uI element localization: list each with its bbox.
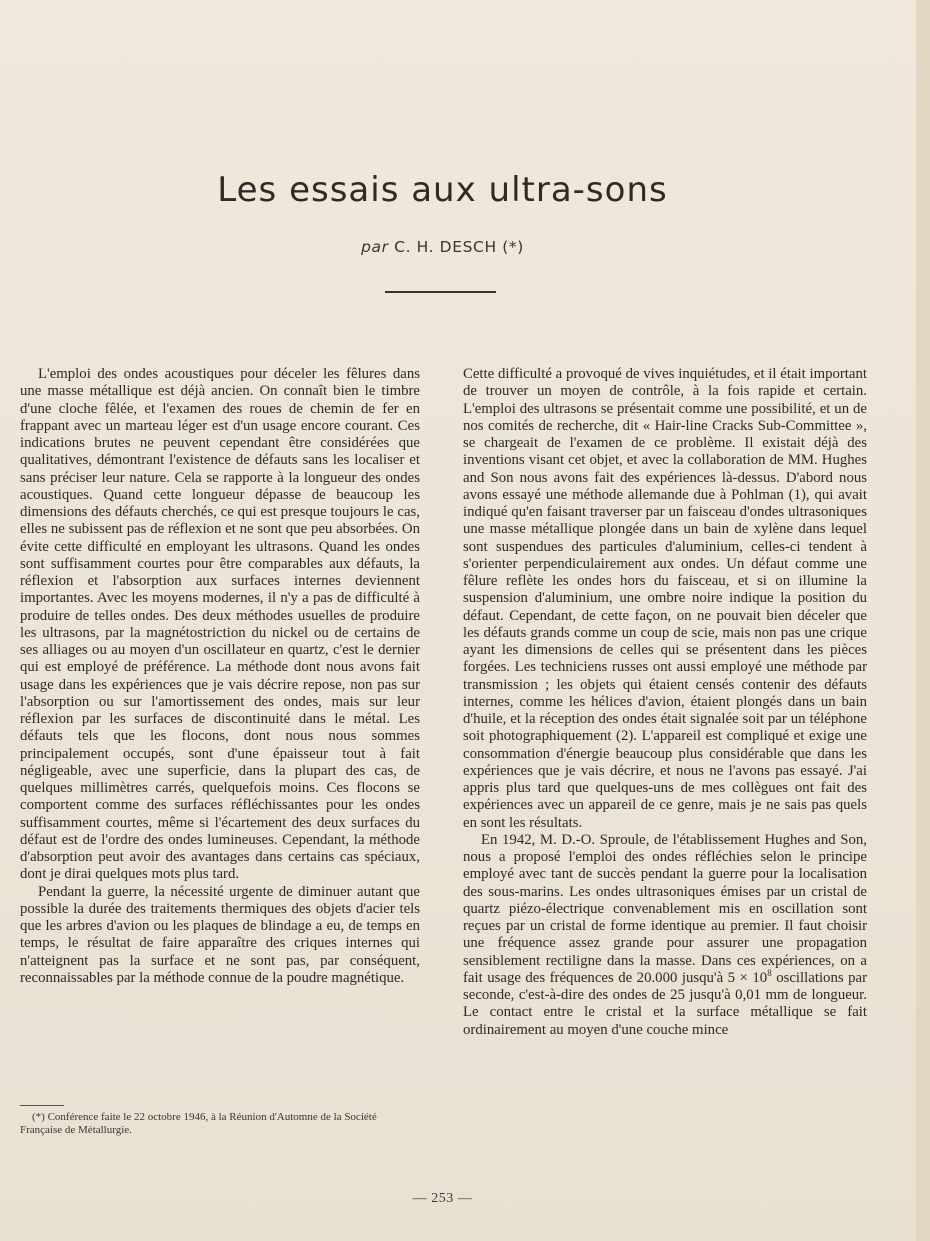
paragraph-text: En 1942, M. D.-O. Sproule, de l'établissement Hughes and Son, nous a proposé l'emploi des ondes réfléchies selon le principe employé avec tant de succès pendant la guerre pour la localisation des sous-marins. Les ondes ultrasoniques émises par un cristal de quartz piézo-électrique convenablement mis en oscillation sont reçues par un cristal de forme identique au premier. Il faut choisir une fréquence assez grande pour assurer une propagation sensiblement rectiligne dans la masse. Dans ces expériences, on a fait usage des fréquences de 20.000 jusqu'à 5 × 10 xyxy=(463,831,867,986)
paragraph: Cette difficulté a provoqué de vives inquiétudes, et il était important de trouver un moyen de contrôle, à la fois rapide et certain. L'emploi des ultrasons se présentait comme une possibilité, et un de nos comités de recherche, dit « Hair-line Cracks Sub-Committee », se chargeait de l'examen de ce problème. Il existait déjà des inventions visant cet objet, et avec la collaboration de MM. Hughes and Son nous avons fait des expériences là-dessus. D'abord nous avons essayé une méthode allemande due à Pohlman (1), qui avait indiqué qu'en faisant traverser par un faisceau d'ondes ultrasoniques une masse métallique plongée dans un bain de xylène dans lequel sont suspendues des particules d'aluminium, celles-ci tendent à s'orienter perpendiculairement aux ondes. Un défaut comme une fêlure reflète les ondes hors du faisceau, et si on illumine la suspension d'aluminium, une ombre noire indique la position du défaut. Cependant, de cette façon, on ne pouvait bien déceler que les défauts grands comme un coup de scie, mais non pas une crique ayant les dimensions de celles qui se présentent dans les pièces forgées. Les techniciens russes ont aussi employé une méthode par transmission ; les objets qui étaient censés contenir des défauts internes, comme les hélices d'avion, étaient plongés dans un bain d'huile, et la réception des ondes était signalée soit par un téléphone soit photographiquement (2). L'appareil est compliqué et exige une consommation d'énergie beaucoup plus considérable que dans les expériences que je vais décrire, et nous ne l'avons pas essayé. J'ai appris plus tard que quelques-uns de mes collègues ont fait des expériences avec un appareil de ce genre, mais je ne sais pas quels en sont les résultats. xyxy=(463,366,867,831)
byline-author: C. H. DESCH (*) xyxy=(394,238,524,256)
paragraph-text: oscillations par seconde, c'est-à-dire des ondes de 25 jusqu'à 0,01 mm de longueur. Le contact entre le cristal et la surface métallique se fait ordinairement au moyen d'une couche mince xyxy=(463,969,867,1038)
byline-prefix: par xyxy=(361,238,389,256)
byline xyxy=(0,238,885,256)
page-edge xyxy=(916,0,930,1241)
paragraph: Pendant la guerre, la nécessité urgente de diminuer autant que possible la durée des traitements thermiques des objets d'acier tels que les arbres d'avion ou les plaques de blindage a eu, de temps en temps, le résultat de faire apparaître des criques internes qui n'atteignent pas la surface et ne sont pas, par conséquent, reconnaissables par la méthode connue de la poudre magnétique. xyxy=(20,883,420,986)
right-column xyxy=(463,366,867,1039)
page-number: — 253 — xyxy=(412,1191,473,1206)
footnote-rule xyxy=(20,1105,64,1106)
paragraph xyxy=(463,832,867,1039)
exponent: 8 xyxy=(767,967,772,978)
footnote xyxy=(20,1111,420,1137)
footnote-text: (*) Conférence faite le 22 octobre 1946, à la Réunion d'Automne de la Société Française de Métallurgie. xyxy=(20,1111,377,1136)
article-title: Les essais aux ultra-sons xyxy=(217,170,668,210)
paragraph: L'emploi des ondes acoustiques pour déceler les fêlures dans une masse métallique est déjà ancien. On connaît bien le timbre d'une cloche fêlée, et l'examen des roues de chemin de fer en frappant avec un marteau léger est d'un usage encore courant. Ces indications brutes ne peuvent cependant être considérées que qualitatives, démontrant l'existence de défauts sans les localiser et sans préciser leur nature. Cela se rapporte à la longueur des ondes acoustiques. Quand cette longueur dépasse de beaucoup les dimensions des défauts cherchés, ce qui est presque toujours le cas, elles ne subissent pas de réflexion et ne sont que peu absorbées. On évite cette difficulté en employant les ultrasons. Quand les ondes sont suffisamment courtes pour être comparables aux défauts, la réflexion et l'absorption aux surfaces internes deviennent importantes. Avec les moyens modernes, il n'y a pas de difficulté à produire de telles ondes. Des deux méthodes usuelles de produire les ultrasons, par la magnétostriction du nickel ou de certains de ses alliages ou au moyen d'un oscillateur en quartz, c'est le dernier qui est employé de préférence. La méthode dont nous avons fait usage dans les expériences que je vais décrire repose, non pas sur l'absorption ou sur l'amortissement des ondes, mais sur leur réflexion par les surfaces de discontinuité dans le métal. Les défauts tels que les flocons, dont nous nous sommes principalement occupés, sont d'une épaisseur tout à fait négligeable, avec une superficie, dans la plupart des cas, de quelques millimètres carrés, quelquefois moins. Ces flocons se comportent comme des surfaces réfléchissantes pour les ondes suffisamment courtes, même si l'écartement des deux surfaces du défaut est de l'ordre des ondes lumineuses. Cependant, la méthode d'absorption peut avoir des avantages dans certains cas spéciaux, dont je dirai quelques mots plus tard. xyxy=(20,366,420,883)
left-column xyxy=(20,366,420,987)
title-rule xyxy=(385,291,496,293)
